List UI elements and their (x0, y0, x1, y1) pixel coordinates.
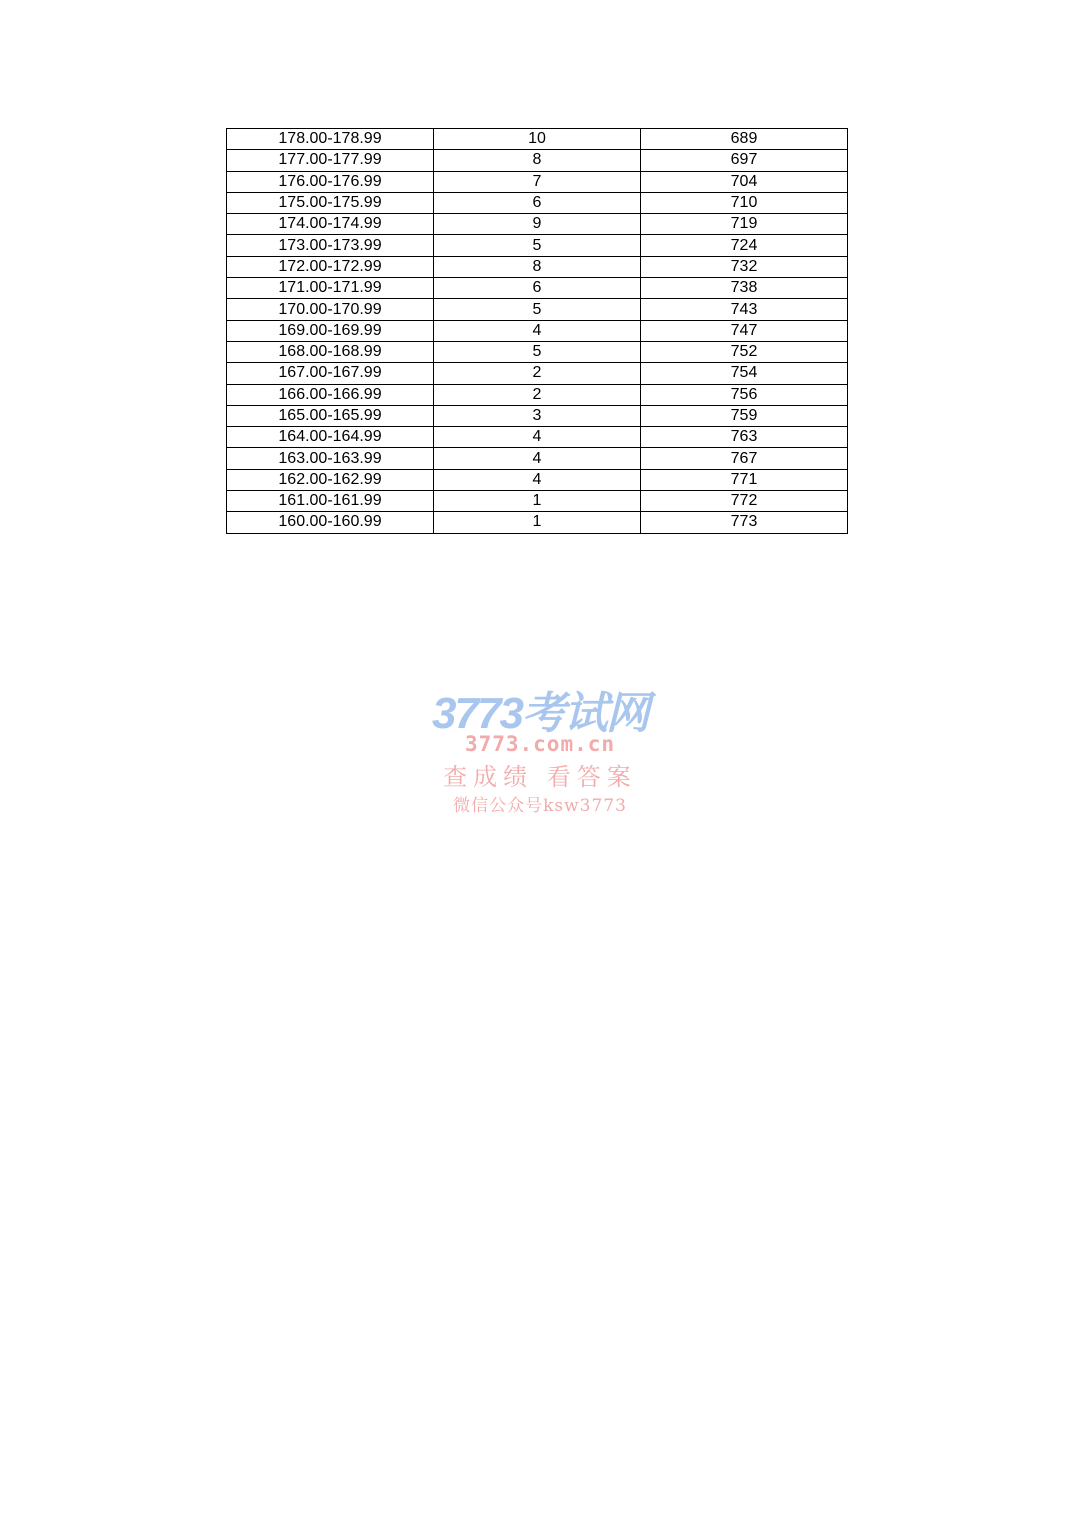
table-row (227, 192, 848, 213)
count-cell: 5 (434, 341, 641, 362)
count-cell: 10 (434, 129, 641, 150)
count-cell: 4 (434, 427, 641, 448)
cumulative-cell: 773 (641, 512, 848, 533)
score-range-cell: 176.00-176.99 (227, 171, 434, 192)
table-body (227, 129, 848, 534)
score-range-cell: 172.00-172.99 (227, 256, 434, 277)
table-row (227, 214, 848, 235)
table-row (227, 150, 848, 171)
table-row (227, 512, 848, 533)
score-range-cell: 173.00-173.99 (227, 235, 434, 256)
watermark-logo (418, 690, 662, 830)
cumulative-cell: 743 (641, 299, 848, 320)
cumulative-cell: 771 (641, 469, 848, 490)
table-row (227, 469, 848, 490)
score-range-cell: 177.00-177.99 (227, 150, 434, 171)
cumulative-cell: 704 (641, 171, 848, 192)
table-row (227, 491, 848, 512)
cumulative-cell: 732 (641, 256, 848, 277)
cumulative-cell: 689 (641, 129, 848, 150)
watermark-domain: 3773.com.cn (464, 732, 616, 756)
count-cell: 1 (434, 512, 641, 533)
watermark-wechat: 微信公众号ksw3773 (453, 796, 627, 816)
cumulative-cell: 697 (641, 150, 848, 171)
score-range-cell: 174.00-174.99 (227, 214, 434, 235)
score-range-cell: 160.00-160.99 (227, 512, 434, 533)
count-cell: 5 (434, 299, 641, 320)
score-range-cell: 163.00-163.99 (227, 448, 434, 469)
score-range-cell: 169.00-169.99 (227, 320, 434, 341)
count-cell: 5 (434, 235, 641, 256)
table-row (227, 171, 848, 192)
count-cell: 3 (434, 405, 641, 426)
cumulative-cell: 724 (641, 235, 848, 256)
cumulative-cell: 767 (641, 448, 848, 469)
table-row (227, 278, 848, 299)
score-range-cell: 164.00-164.99 (227, 427, 434, 448)
score-range-cell: 171.00-171.99 (227, 278, 434, 299)
table-row (227, 235, 848, 256)
score-range-cell: 162.00-162.99 (227, 469, 434, 490)
count-cell: 1 (434, 491, 641, 512)
table-row (227, 341, 848, 362)
score-range-cell: 161.00-161.99 (227, 491, 434, 512)
score-range-cell: 167.00-167.99 (227, 363, 434, 384)
score-distribution-table (226, 128, 848, 534)
score-range-cell: 178.00-178.99 (227, 129, 434, 150)
table-row (227, 299, 848, 320)
count-cell: 8 (434, 256, 641, 277)
table-row (227, 363, 848, 384)
table-row (227, 256, 848, 277)
count-cell: 9 (434, 214, 641, 235)
cumulative-cell: 710 (641, 192, 848, 213)
table-row (227, 427, 848, 448)
count-cell: 6 (434, 192, 641, 213)
cumulative-cell: 719 (641, 214, 848, 235)
cumulative-cell: 759 (641, 405, 848, 426)
score-range-cell: 166.00-166.99 (227, 384, 434, 405)
count-cell: 6 (434, 278, 641, 299)
count-cell: 8 (434, 150, 641, 171)
cumulative-cell: 738 (641, 278, 848, 299)
cumulative-cell: 754 (641, 363, 848, 384)
count-cell: 2 (434, 363, 641, 384)
score-range-cell: 175.00-175.99 (227, 192, 434, 213)
count-cell: 2 (434, 384, 641, 405)
table-row (227, 129, 848, 150)
count-cell: 7 (434, 171, 641, 192)
count-cell: 4 (434, 469, 641, 490)
cumulative-cell: 747 (641, 320, 848, 341)
watermark-brand: 3773考试网 (432, 689, 648, 738)
score-range-cell: 168.00-168.99 (227, 341, 434, 362)
score-range-cell: 165.00-165.99 (227, 405, 434, 426)
cumulative-cell: 763 (641, 427, 848, 448)
cumulative-cell: 752 (641, 341, 848, 362)
cumulative-cell: 756 (641, 384, 848, 405)
watermark-slogan: 查成绩 看答案 (443, 763, 637, 791)
table-row (227, 405, 848, 426)
table-row (227, 320, 848, 341)
table-row (227, 384, 848, 405)
cumulative-cell: 772 (641, 491, 848, 512)
count-cell: 4 (434, 448, 641, 469)
score-range-cell: 170.00-170.99 (227, 299, 434, 320)
count-cell: 4 (434, 320, 641, 341)
table-row (227, 448, 848, 469)
